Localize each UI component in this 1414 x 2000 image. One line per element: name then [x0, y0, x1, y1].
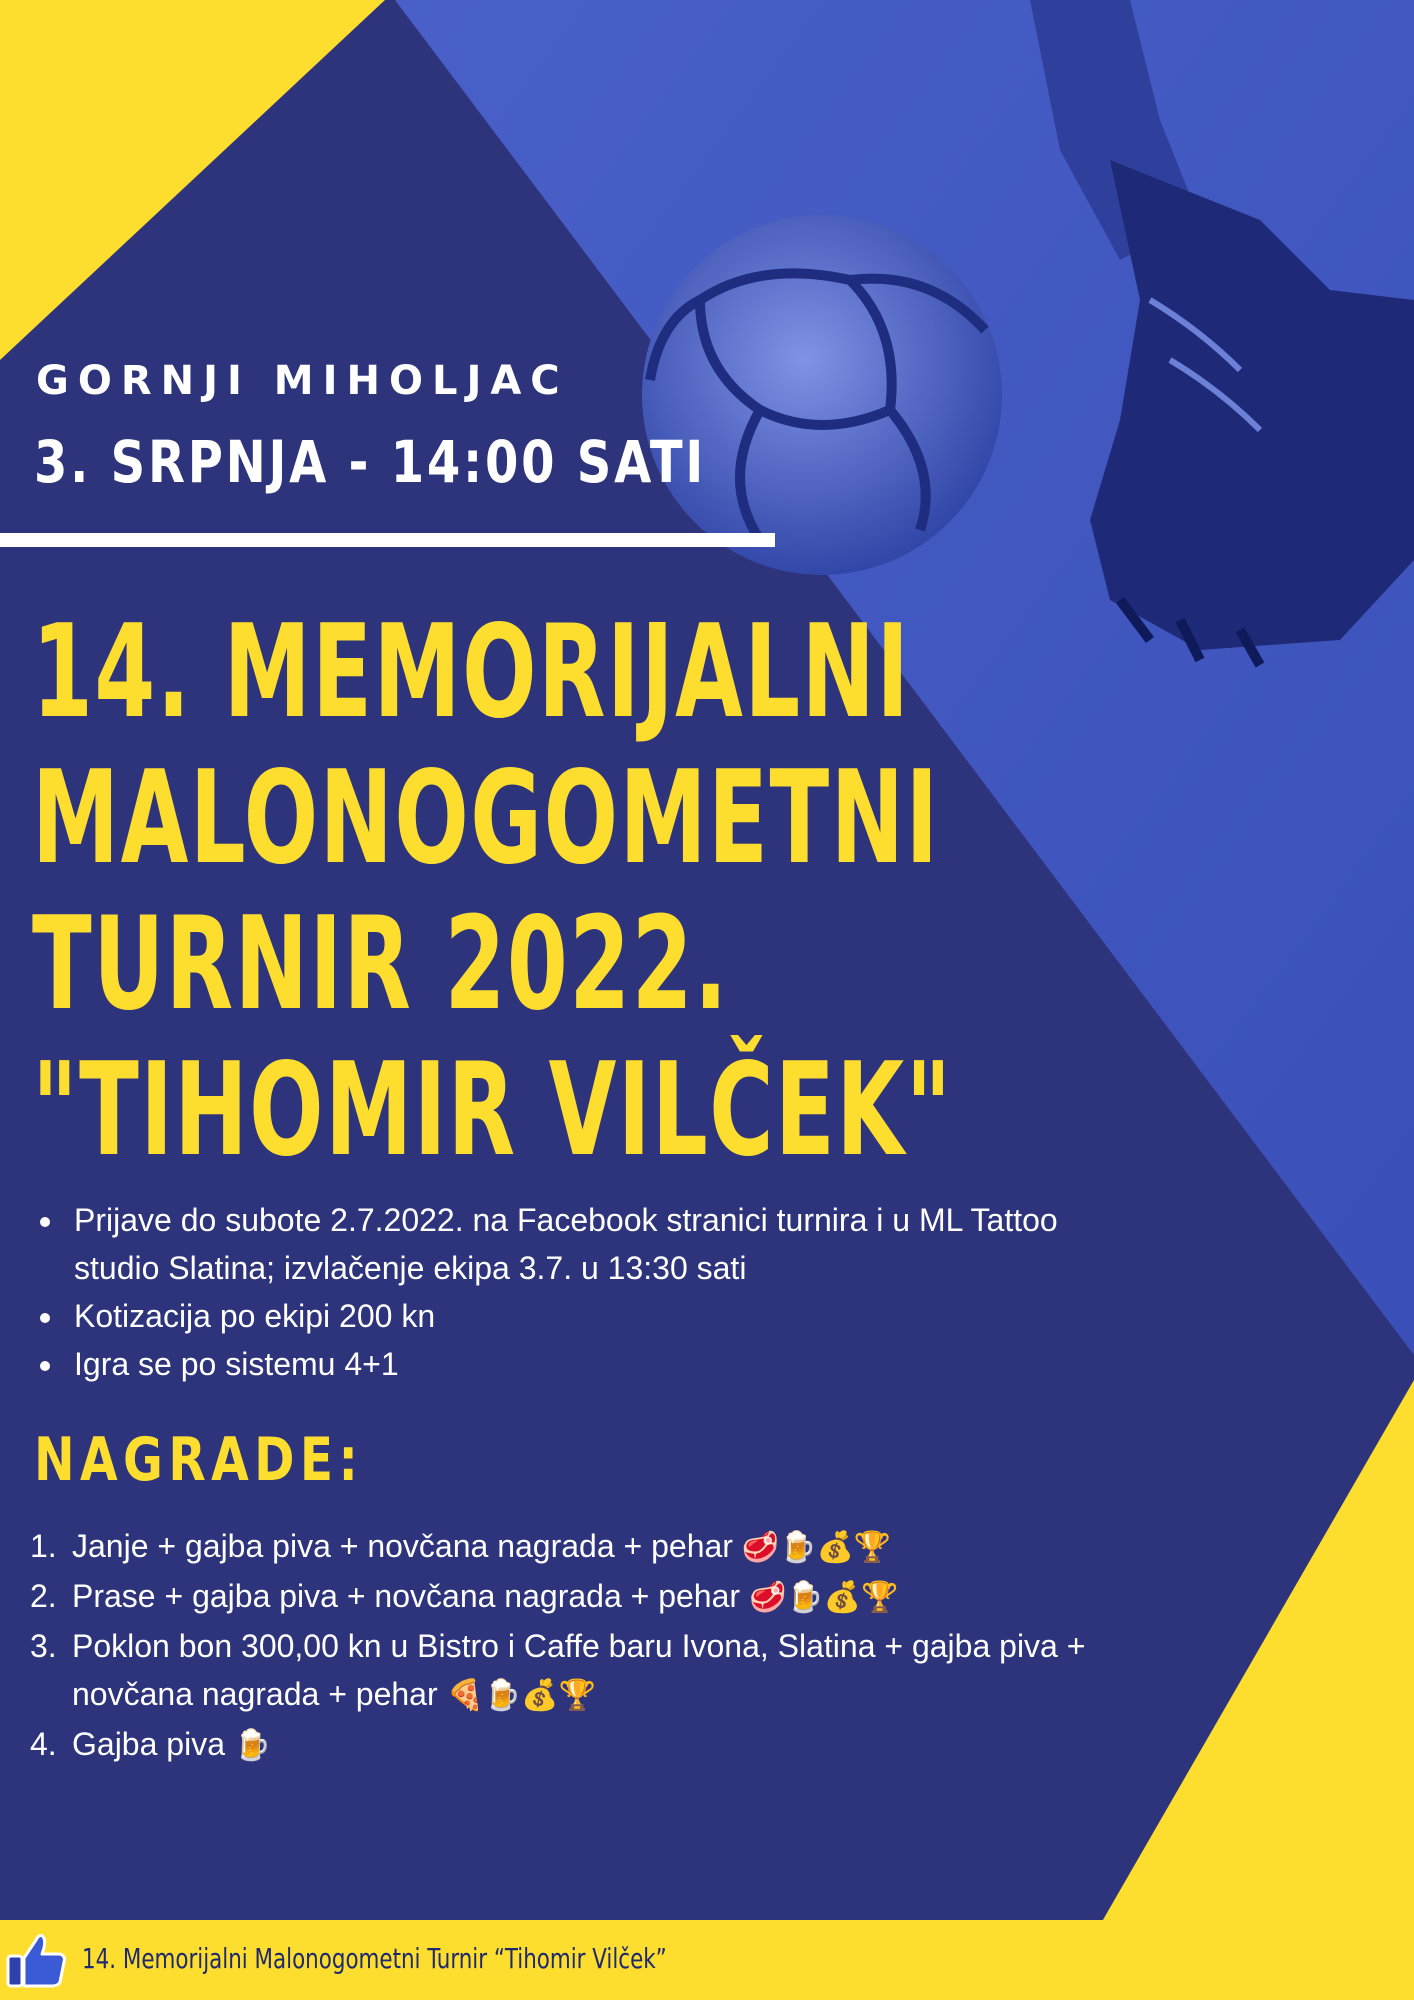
prize-item — [30, 1720, 1110, 1770]
prize-item — [30, 1622, 1110, 1720]
thumbs-up-icon — [6, 1930, 68, 1990]
title-line: MALONOGOMETNI — [32, 744, 940, 893]
prize-emoji-icons: 🥩🍺💰🏆 — [748, 1580, 899, 1615]
prizes-list — [30, 1522, 1110, 1770]
prize-number: 1. — [30, 1528, 57, 1564]
prize-emoji-icons: 🥩🍺💰🏆 — [741, 1530, 892, 1565]
location-text: GORNJI MIHOLJAC — [36, 358, 569, 404]
prize-emoji-icons: 🍕🍺💰🏆 — [446, 1678, 596, 1713]
prize-emoji-icons: 🍺 — [233, 1728, 272, 1763]
prize-number: 3. — [30, 1628, 57, 1664]
divider — [0, 533, 775, 547]
title-line: 14. MEMORIJALNI — [32, 598, 911, 747]
title-line: TURNIR 2022. — [32, 890, 729, 1039]
prize-item — [30, 1572, 1110, 1622]
date-time-text: 3. SRPNJA - 14:00 SATI — [34, 428, 707, 496]
info-item: Kotizacija po ekipi 200 kn — [36, 1292, 1086, 1340]
info-item: Igra se po sistemu 4+1 — [36, 1340, 1086, 1388]
prizes-heading: NAGRADE: — [34, 1425, 364, 1495]
info-list — [36, 1196, 1086, 1388]
page-title — [32, 600, 953, 1184]
prize-text: Gajba piva — [72, 1726, 234, 1762]
footer-text: 14. Memorijalni Malonogometni Turnir “Tihomir Vilček” — [82, 1942, 667, 1975]
info-item: Prijave do subote 2.7.2022. na Facebook stranici turnira i u ML Tattoo studio Slatina; izvlačenje ekipa 3.7. u 13:30 sati — [36, 1196, 1086, 1292]
prize-text: Janje + gajba piva + novčana nagrada + pehar — [72, 1528, 742, 1564]
prize-text: Prase + gajba piva + novčana nagrada + pehar — [72, 1578, 749, 1614]
prize-text: Poklon bon 300,00 kn u Bistro i Caffe baru Ivona, Slatina + gajba piva + novčana nagrada + pehar — [72, 1628, 1086, 1712]
title-line: "TIHOMIR VILČEK" — [32, 1036, 953, 1185]
ball-image — [642, 215, 1002, 575]
prize-number: 4. — [30, 1726, 57, 1762]
prize-item — [30, 1522, 1110, 1572]
prize-number: 2. — [30, 1578, 57, 1614]
